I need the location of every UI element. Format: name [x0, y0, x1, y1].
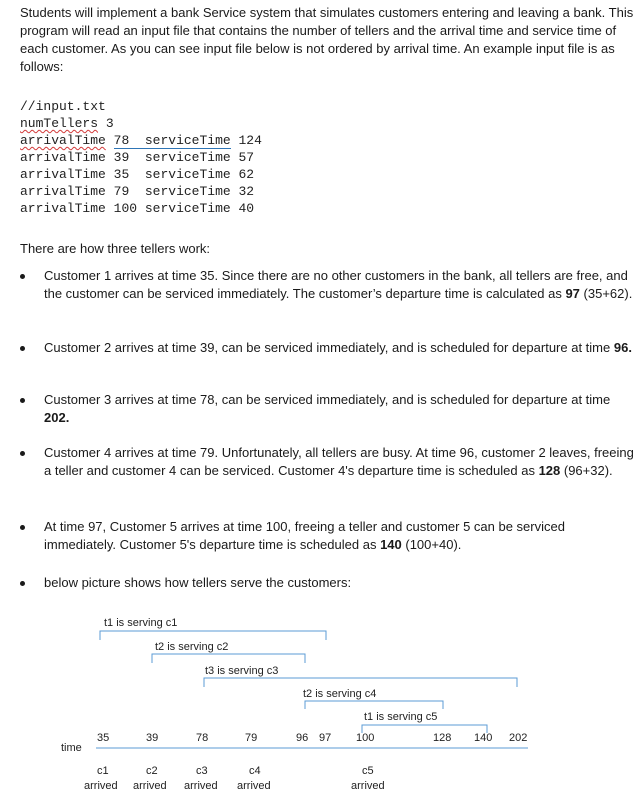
serving-label-t2-c4: t2 is serving c4: [303, 688, 377, 700]
arrival-key-5: arrivalTime: [20, 201, 106, 216]
arrival-customer-c4: c4: [249, 765, 261, 777]
tick-label-78: 78: [196, 732, 209, 744]
code-line-5: [20, 200, 262, 217]
num-tellers-key: numTellers: [20, 116, 99, 131]
bullet-text-2: Customer 2 arrives at time 39, can be serviced immediately, and is scheduled for departure at time 96.: [44, 340, 632, 355]
bullet-dot: [20, 274, 25, 279]
bullet-dot: [20, 525, 25, 530]
tick-label-100: 100: [356, 732, 375, 744]
arrival-customer-c3: c3: [196, 765, 208, 777]
arrival-word-c3: arrived: [184, 780, 218, 792]
arrival-word-c1: arrived: [84, 780, 118, 792]
serving-label-t2-c2: t2 is serving c2: [155, 641, 229, 653]
tick-label-140: 140: [474, 732, 493, 744]
tick-label-97: 97: [319, 732, 332, 744]
arrival-key-3: arrivalTime: [20, 167, 106, 182]
arrival-key-4: arrivalTime: [20, 184, 106, 199]
arrival-value-1: 78: [113, 133, 130, 148]
arrival-key-1: arrivalTime: [20, 133, 106, 148]
num-tellers-value: 3: [105, 116, 114, 131]
code-line-2: [20, 149, 262, 166]
arrival-value-4: 79: [113, 184, 130, 199]
arrival-value-5: 100: [113, 201, 138, 216]
tick-label-128: 128: [433, 732, 452, 744]
tick-label-202: 202: [509, 732, 528, 744]
bullet-dot: [20, 451, 25, 456]
service-key-5: serviceTime: [144, 201, 231, 216]
arrival-word-c2: arrived: [133, 780, 167, 792]
arrival-value-3: 35: [113, 167, 130, 182]
code-line-3: [20, 166, 262, 183]
arrival-word-c4: arrived: [237, 780, 271, 792]
input-file-code-block: [20, 98, 262, 217]
bracket-t2-c2: [152, 654, 305, 663]
bracket-t1-c1: [100, 631, 326, 640]
arrival-key-2: arrivalTime: [20, 150, 106, 165]
service-value-4: 32: [238, 184, 255, 199]
service-key-3: serviceTime: [144, 167, 231, 182]
bracket-t3-c3: [204, 678, 517, 687]
service-value-1: 124: [238, 133, 262, 148]
code-comment: //input.txt: [20, 99, 106, 114]
bullet-text-3: Customer 3 arrives at time 78, can be serviced immediately, and is scheduled for departure at time 202.: [44, 392, 611, 425]
teller-timeline-diagram: [0, 600, 639, 798]
bullet-text-1: Customer 1 arrives at time 35. Since there are no other customers in the bank, all tellers are free, and the customer can be serviced immediately. The customer’s departure time is calculated as 97 (35+62).: [44, 268, 633, 301]
service-value-5: 40: [238, 201, 255, 216]
bracket-t2-c4: [305, 701, 443, 709]
arrival-customer-c5: c5: [362, 765, 374, 777]
service-key-2: serviceTime: [144, 150, 231, 165]
arrival-customer-c2: c2: [146, 765, 158, 777]
arrival-value-2: 39: [113, 150, 130, 165]
service-key-1: serviceTime: [144, 133, 231, 148]
code-line-4: [20, 183, 262, 200]
bullet-text-4: Customer 4 arrives at time 79. Unfortunately, all tellers are busy. At time 96, customer 2 leaves, freeing a teller and customer 4 can be serviced. Customer 4's departure time is scheduled as 128 (96+32).: [44, 445, 634, 478]
code-line-num-tellers: [20, 115, 262, 132]
bullet-text-5: At time 97, Customer 5 arrives at time 100, freeing a teller and customer 5 can be serviced immediately. Customer 5's departure time is scheduled as 140 (100+40).: [44, 519, 565, 552]
tellers-heading: There are how three tellers work:: [20, 241, 211, 256]
bullet-text-6: below picture shows how tellers serve the customers:: [44, 575, 352, 590]
service-key-4: serviceTime: [144, 184, 231, 199]
bullet-dot: [20, 346, 25, 351]
tick-label-96: 96: [296, 732, 309, 744]
tick-label-79: 79: [245, 732, 258, 744]
arrival-word-c5: arrived: [351, 780, 385, 792]
tick-label-39: 39: [146, 732, 159, 744]
service-value-2: 57: [238, 150, 255, 165]
serving-label-t1-c1: t1 is serving c1: [104, 617, 178, 629]
bullet-dot: [20, 398, 25, 403]
bracket-t1-c5: [362, 725, 487, 733]
service-value-3: 62: [238, 167, 255, 182]
arrival-customer-c1: c1: [97, 765, 109, 777]
serving-label-t3-c3: t3 is serving c3: [205, 665, 279, 677]
serving-label-t1-c5: t1 is serving c5: [364, 711, 438, 723]
intro-paragraph: Students will implement a bank Service system that simulates customers entering and leaving a bank. This program will read an input file that contains the number of tellers and the arrival time and service time of each customer. As you can see input file below is not ordered by arrival time. An example input file is as follows:: [20, 5, 634, 74]
time-axis-label: time: [61, 742, 82, 754]
bullet-dot: [20, 581, 25, 586]
tick-label-35: 35: [97, 732, 110, 744]
code-line-1: [20, 132, 262, 149]
